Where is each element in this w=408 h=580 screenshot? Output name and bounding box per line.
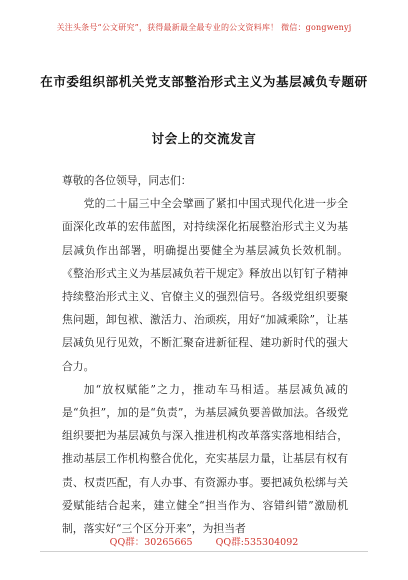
paragraph-1: 党的二十届三中全会擘画了紧扣中国式现代化进一步全面深化改革的宏伟蓝图，对持续深化拓展整治形式主义为基层减负作出部署，明确提出要健全为基层减负长效机制。《整治形式主义为基层减负若干规定》释放出以钉钉子精神持续整治形式主义、官僚主义的强烈信号。各级党组织要聚焦问题，卸包袱、激活力、治顽疾，用好“加减乘除”，让基层减负见行见效，不断汇聚奋进新征程、建功新时代的强大合力。 <box>62 197 348 373</box>
document-title-line-1: 在市委组织部机关党支部整治形式主义为基层减负专题研 <box>40 74 368 89</box>
paragraph-2: 加“放权赋能”之力，推动车马相适。基层减负减的是“负担”，加的是“负责”，为基层减负要善做加法。各级党组织要把为基层减负与深入推进机构改革落实落地相结合，推动基层工作机构整合优化，充实基层力量，让基层有权有责、权责匹配，有人办事、有资源办事。要把减负松绑与关爱赋能结合起来，建立健全“担当作为、容错纠错”激励机制，落实好“三个区分开来”，为担当者 <box>62 382 348 536</box>
top-banner: 关注头条号“公文研究”，获得最新最全最专业的公文资料库！ 微信：gongwenyj <box>56 23 352 32</box>
document-body <box>62 169 348 540</box>
footer-qq-group-1: QQ群：30265665 <box>109 537 193 548</box>
document-title-line-2: 讨会上的交流发言 <box>151 131 257 146</box>
footer <box>0 534 408 548</box>
footer-divider <box>40 551 368 552</box>
footer-qq-group-2: QQ群:535304092 <box>215 537 299 548</box>
salutation: 尊敬的各位领导，同志们： <box>62 174 192 187</box>
